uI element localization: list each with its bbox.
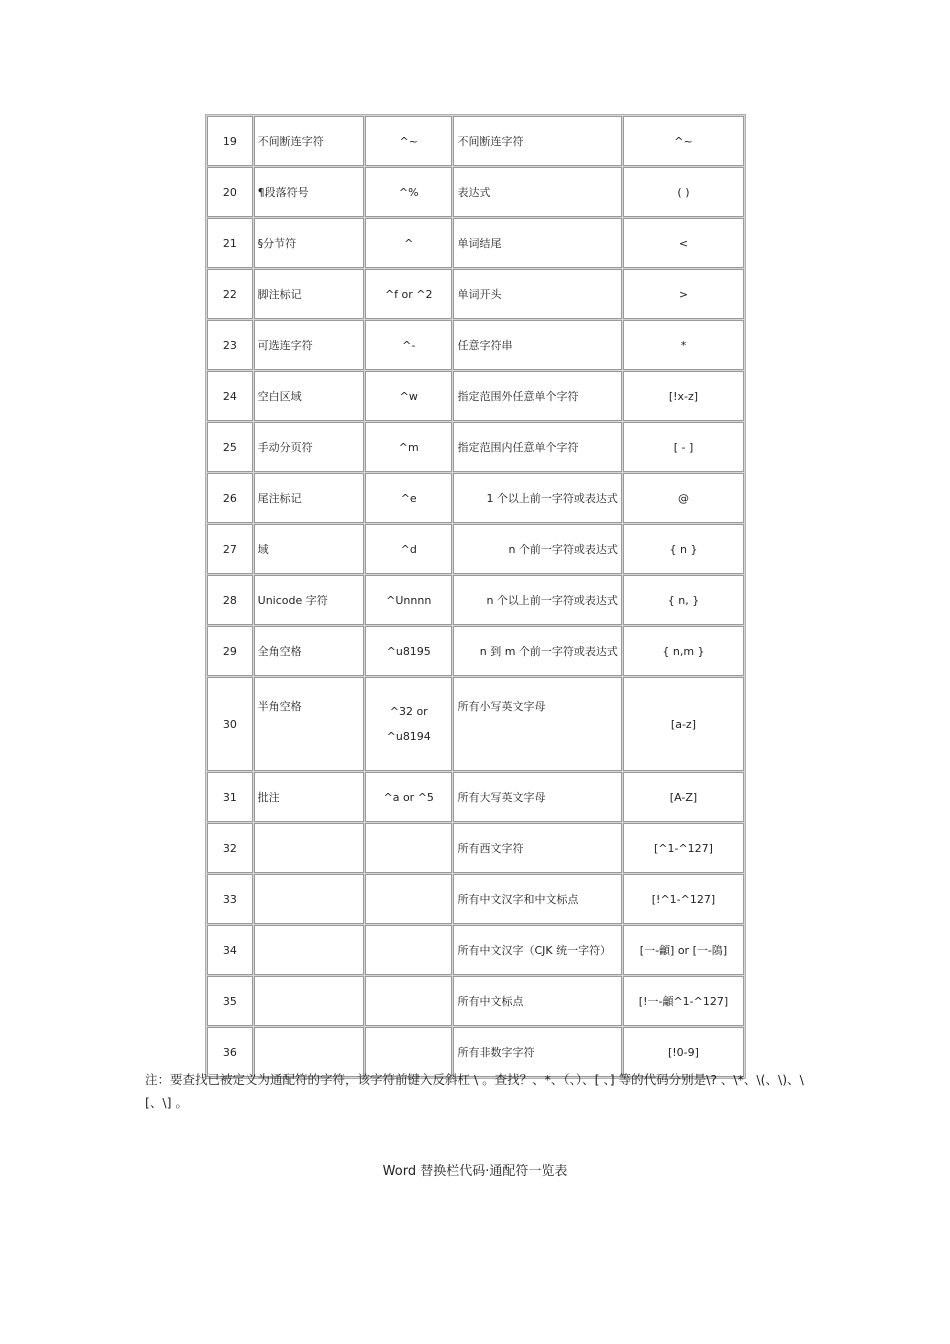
wildcard-code: > <box>623 269 744 319</box>
table-row <box>207 116 744 166</box>
table-row <box>207 925 744 975</box>
special-char-code: ^e <box>365 473 453 523</box>
special-char-code: ^u8195 <box>365 626 453 676</box>
special-char-name <box>254 976 364 1026</box>
special-char-name: 全角空格 <box>254 626 364 676</box>
special-char-name: ¶段落符号 <box>254 167 364 217</box>
row-number: 21 <box>207 218 253 268</box>
document-caption: Word 替换栏代码·通配符一览表 <box>382 1164 568 1179</box>
special-char-name: 可选连字符 <box>254 320 364 370</box>
table-row <box>207 218 744 268</box>
special-char-code-line: ^32 or <box>389 705 428 718</box>
wildcard-code: [!^1-^127] <box>623 874 744 924</box>
wildcard-code: { n,m } <box>623 626 744 676</box>
special-char-code <box>365 677 453 771</box>
wildcard-code: ( ) <box>623 167 744 217</box>
wildcard-code: [!x-z] <box>623 371 744 421</box>
table-row <box>207 320 744 370</box>
special-char-code: ^a or ^5 <box>365 772 453 822</box>
table-row <box>207 167 744 217</box>
wildcard-description: 所有西文字符 <box>453 823 621 873</box>
special-char-code: ^w <box>365 371 453 421</box>
special-char-name: 不间断连字符 <box>254 116 364 166</box>
special-char-code: ^ <box>365 218 453 268</box>
special-char-code: ^f or ^2 <box>365 269 453 319</box>
special-char-code: ^Unnnn <box>365 575 453 625</box>
wildcard-description: 不间断连字符 <box>453 116 621 166</box>
wildcard-code: [a-z] <box>623 677 744 771</box>
special-char-name: 批注 <box>254 772 364 822</box>
wildcard-description: 表达式 <box>453 167 621 217</box>
table-row <box>207 473 744 523</box>
wildcard-code: ^~ <box>623 116 744 166</box>
wildcard-description: 单词结尾 <box>453 218 621 268</box>
special-char-code <box>365 823 453 873</box>
wildcard-description: 指定范围内任意单个字符 <box>453 422 621 472</box>
special-char-name: 手动分页符 <box>254 422 364 472</box>
table-row <box>207 575 744 625</box>
row-number: 30 <box>207 677 253 771</box>
wildcard-description: 所有中文汉字和中文标点 <box>453 874 621 924</box>
row-number: 32 <box>207 823 253 873</box>
special-char-code <box>365 976 453 1026</box>
special-char-name: 半角空格 <box>254 677 364 771</box>
row-number: 22 <box>207 269 253 319</box>
row-number: 35 <box>207 976 253 1026</box>
special-char-name: 空白区域 <box>254 371 364 421</box>
row-number: 24 <box>207 371 253 421</box>
table-row <box>207 269 744 319</box>
row-number: 25 <box>207 422 253 472</box>
row-number: 26 <box>207 473 253 523</box>
row-number: 20 <box>207 167 253 217</box>
wildcard-code: [A-Z] <box>623 772 744 822</box>
wildcard-description: n 到 m 个前一字符或表达式 <box>453 626 621 676</box>
wildcard-description: 所有大写英文字母 <box>453 772 621 822</box>
row-number: 23 <box>207 320 253 370</box>
special-char-code: ^m <box>365 422 453 472</box>
wildcard-code: < <box>623 218 744 268</box>
table-row <box>207 976 744 1026</box>
wildcard-code: * <box>623 320 744 370</box>
wildcard-code: [!一-龥^1-^127] <box>623 976 744 1026</box>
special-char-code: ^~ <box>365 116 453 166</box>
row-number: 36 <box>207 1027 253 1077</box>
row-number: 27 <box>207 524 253 574</box>
wildcard-code: [!0-9] <box>623 1027 744 1077</box>
special-char-name <box>254 823 364 873</box>
table-row <box>207 823 744 873</box>
special-char-code <box>365 874 453 924</box>
wildcard-table <box>205 114 746 1079</box>
special-char-name: Unicode 字符 <box>254 575 364 625</box>
row-number: 28 <box>207 575 253 625</box>
table-row <box>207 874 744 924</box>
table-row <box>207 524 744 574</box>
escape-note: 注：要查找已被定义为通配符的字符，该字符前键入反斜杠 \ 。查找？、*、（、）、[ 、] 等的代码分别是\? 、\*、\(、\)、\[、\] 。 <box>145 1072 804 1110</box>
row-number: 34 <box>207 925 253 975</box>
special-char-code-line: ^u8194 <box>386 730 431 743</box>
row-number: 33 <box>207 874 253 924</box>
wildcard-description: n 个前一字符或表达式 <box>453 524 621 574</box>
table-row <box>207 626 744 676</box>
table-row <box>207 677 744 771</box>
wildcard-description: 单词开头 <box>453 269 621 319</box>
wildcard-description: 所有中文标点 <box>453 976 621 1026</box>
wildcard-description: 所有非数字字符 <box>453 1027 621 1077</box>
wildcard-description: 任意字符串 <box>453 320 621 370</box>
special-char-name: 尾注标记 <box>254 473 364 523</box>
special-char-name <box>254 925 364 975</box>
special-char-code: ^d <box>365 524 453 574</box>
table-row <box>207 422 744 472</box>
wildcard-code: [一-龥] or [一-隝] <box>623 925 744 975</box>
wildcard-code: [ - ] <box>623 422 744 472</box>
special-char-name: 脚注标记 <box>254 269 364 319</box>
table-row <box>207 772 744 822</box>
wildcard-description: n 个以上前一字符或表达式 <box>453 575 621 625</box>
wildcard-description: 指定范围外任意单个字符 <box>453 371 621 421</box>
row-number: 29 <box>207 626 253 676</box>
wildcard-description: 所有中文汉字（CJK 统一字符） <box>453 925 621 975</box>
row-number: 19 <box>207 116 253 166</box>
row-number: 31 <box>207 772 253 822</box>
table-row <box>207 371 744 421</box>
special-char-name <box>254 874 364 924</box>
wildcard-code: { n, } <box>623 575 744 625</box>
special-char-code: ^% <box>365 167 453 217</box>
wildcard-code: [^1-^127] <box>623 823 744 873</box>
special-char-name: §分节符 <box>254 218 364 268</box>
wildcard-description: 所有小写英文字母 <box>453 677 621 771</box>
special-char-code <box>365 925 453 975</box>
special-char-code: ^- <box>365 320 453 370</box>
special-char-name: 域 <box>254 524 364 574</box>
wildcard-code: { n } <box>623 524 744 574</box>
wildcard-description: 1 个以上前一字符或表达式 <box>453 473 621 523</box>
wildcard-code: @ <box>623 473 744 523</box>
